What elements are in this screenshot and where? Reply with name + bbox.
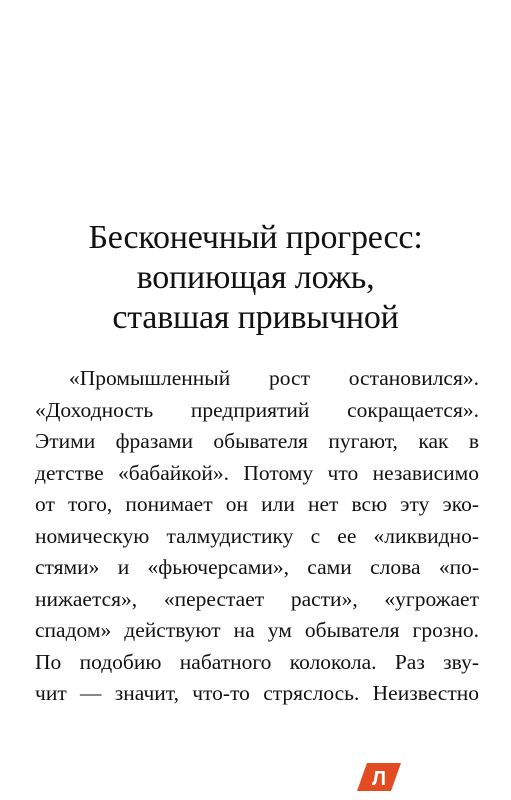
chapter-title (0, 218, 511, 338)
text-line: детстве «бабайкой». Потому что независимо (35, 460, 479, 485)
text-line: стями» и «фьючерсами», сами слова «по- (35, 555, 479, 579)
text-line: нижается», «перестает расти», «угрожает (35, 586, 479, 611)
text-line: «Доходность предприятий сокращается». (35, 397, 479, 422)
text-line: По подобию набатного колокола. Раз зву- (35, 649, 479, 674)
text-line: номическую талмудистику с ее «ликвидно- (35, 523, 479, 548)
litres-logo-icon (354, 762, 402, 792)
text-line: чит — значит, что-то стряслось. Неизвестно (35, 681, 479, 705)
text-line: спадом» действуют на ум обывателя грозно. (35, 618, 479, 642)
svg-text:Л: Л (371, 768, 387, 790)
chapter-title-line: Бесконечный прогресс: (88, 219, 423, 256)
chapter-title-line: ставшая привычной (112, 299, 399, 336)
chapter-title-line: вопиющая ложь, (136, 259, 375, 296)
text-line: Этими фразами обывателя пугают, как в (35, 429, 479, 453)
body-paragraph (35, 363, 479, 710)
text-line: «Промышленный рост остановился». (69, 366, 479, 390)
text-line: от того, понимает он или нет всю эту эко- (35, 492, 479, 516)
